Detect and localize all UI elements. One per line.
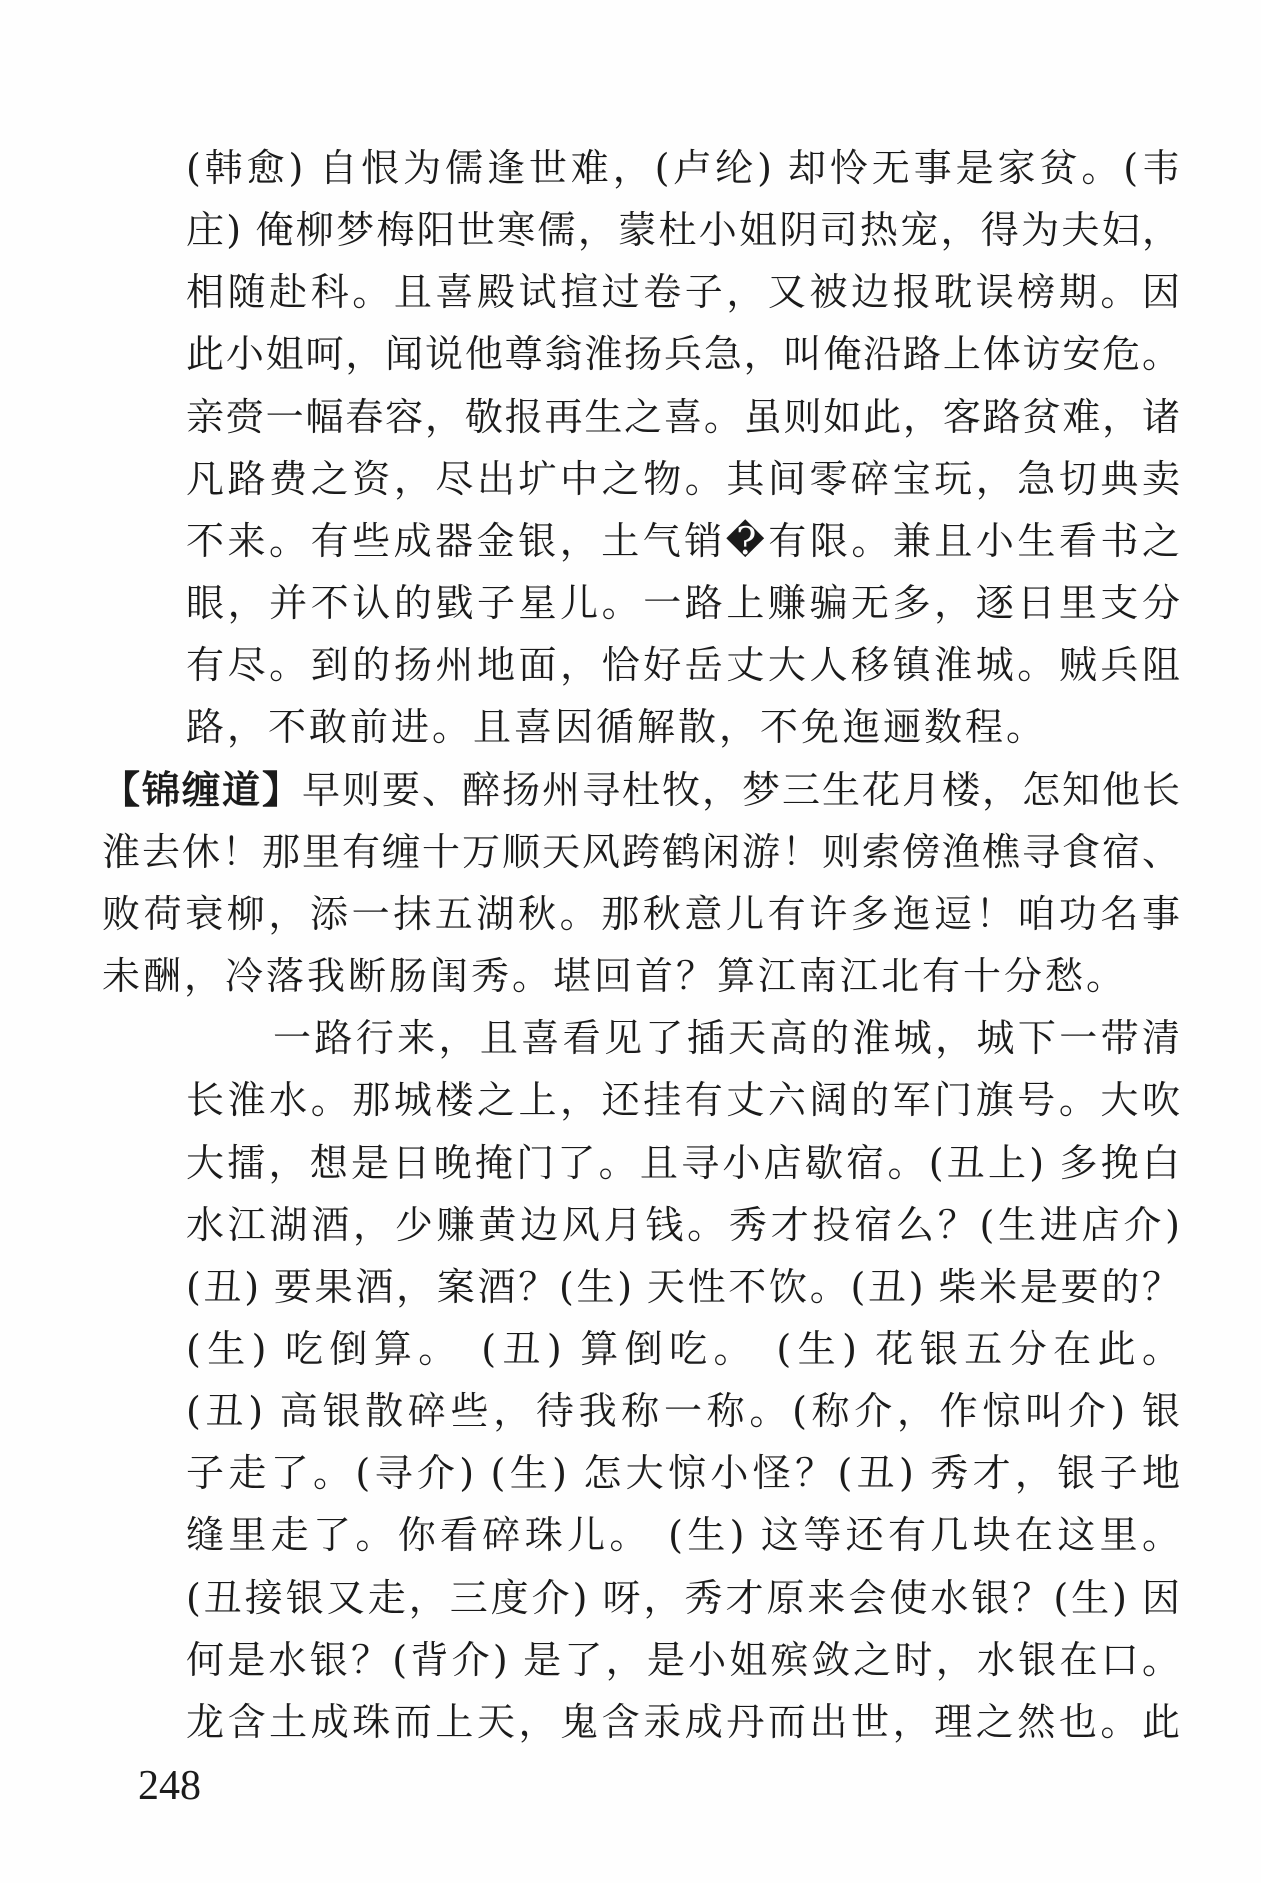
prose-passage-1 xyxy=(102,137,1180,759)
text-line: 水江湖酒，少赚黄边风月钱。秀才投宿么？(生进店介) xyxy=(186,1202,1180,1247)
tune-title: 【锦缠道】 xyxy=(102,767,302,812)
text-line: 何是水银？(背介) 是了，是小姐殡敛之时，水银在口。 xyxy=(186,1637,1180,1682)
text-line: 路，不敢前进。且喜因循解散，不免迤逦数程。 xyxy=(186,705,1048,750)
prose-passage-2 xyxy=(102,1007,1180,1753)
text-line: 眼，并不认的戥子星儿。一路上赚骗无多，逐日里支分 xyxy=(186,581,1180,626)
text-line: (生) 吃倒算。 (丑) 算倒吃。 (生) 花银五分在此。 xyxy=(186,1326,1180,1371)
aria-verse xyxy=(102,759,1180,1008)
aria-line: 败荷衰柳，添一抹五湖秋。那秋意儿有许多迤逗！咱功名事 xyxy=(102,891,1180,936)
text-line: (韩愈) 自恨为儒逢世难，(卢纶) 却怜无事是家贫。(韦 xyxy=(186,146,1180,190)
text-line: 长淮水。那城楼之上，还挂有丈六阔的军门旗号。大吹 xyxy=(186,1078,1180,1123)
text-line: (丑) 要果酒，案酒？(生) 天性不饮。(丑) 柴米是要的？ xyxy=(186,1264,1180,1309)
text-line: 亲赍一幅春容，敬报再生之喜。虽则如此，客路贫难，诸 xyxy=(186,394,1180,439)
page-number: 248 xyxy=(138,1763,201,1809)
text-line: 子走了。(寻介) (生) 怎大惊小怪？(丑) 秀才，银子地 xyxy=(186,1451,1180,1496)
text-line: 此小姐呵，闻说他尊翁淮扬兵急，叫俺沿路上体访安危。 xyxy=(186,332,1180,377)
text-line: 大擂，想是日晚掩门了。且寻小店歇宿。(丑上) 多挽白 xyxy=(186,1140,1180,1185)
page-text-block xyxy=(102,137,1180,1753)
text-line: 凡路费之资，尽出圹中之物。其间零碎宝玩，急切典卖 xyxy=(186,456,1180,501)
aria-first-line xyxy=(102,759,1180,821)
text-line: (丑) 高银散碎些，待我称一称。(称介，作惊叫介) 银 xyxy=(186,1389,1180,1434)
text-line: (丑接银又走，三度介) 呀，秀才原来会使水银？(生) 因 xyxy=(186,1575,1180,1620)
aria-line: 未酬，冷落我断肠闺秀。堪回首？算江南江北有十分愁。 xyxy=(102,954,1128,999)
text-line: 一路行来，且喜看见了插天高的淮城，城下一带清 xyxy=(273,1016,1180,1061)
text-line: 庄) 俺柳梦梅阳世寒儒，蒙杜小姐阴司热宠，得为夫妇， xyxy=(186,208,1180,253)
aria-line-text: 早则要、醉扬州寻杜牧，梦三生花月楼，怎知他长 xyxy=(302,767,1180,812)
text-line: 不来。有些成器金银，土气销�有限。兼且小生看书之 xyxy=(186,518,1180,563)
aria-line: 淮去休！那里有缠十万顺天风跨鹤闲游！则索傍渔樵寻食宿、 xyxy=(102,829,1180,874)
text-line: 相随赴科。且喜殿试揎过卷子，又被边报耽误榜期。因 xyxy=(186,270,1180,315)
text-line: 有尽。到的扬州地面，恰好岳丈大人移镇淮城。贼兵阻 xyxy=(186,643,1180,688)
text-line: 龙含土成珠而上天，鬼含汞成丹而出世，理之然也。此 xyxy=(186,1699,1180,1744)
text-line: 缝里走了。你看碎珠儿。 (生) 这等还有几块在这里。 xyxy=(186,1513,1180,1558)
